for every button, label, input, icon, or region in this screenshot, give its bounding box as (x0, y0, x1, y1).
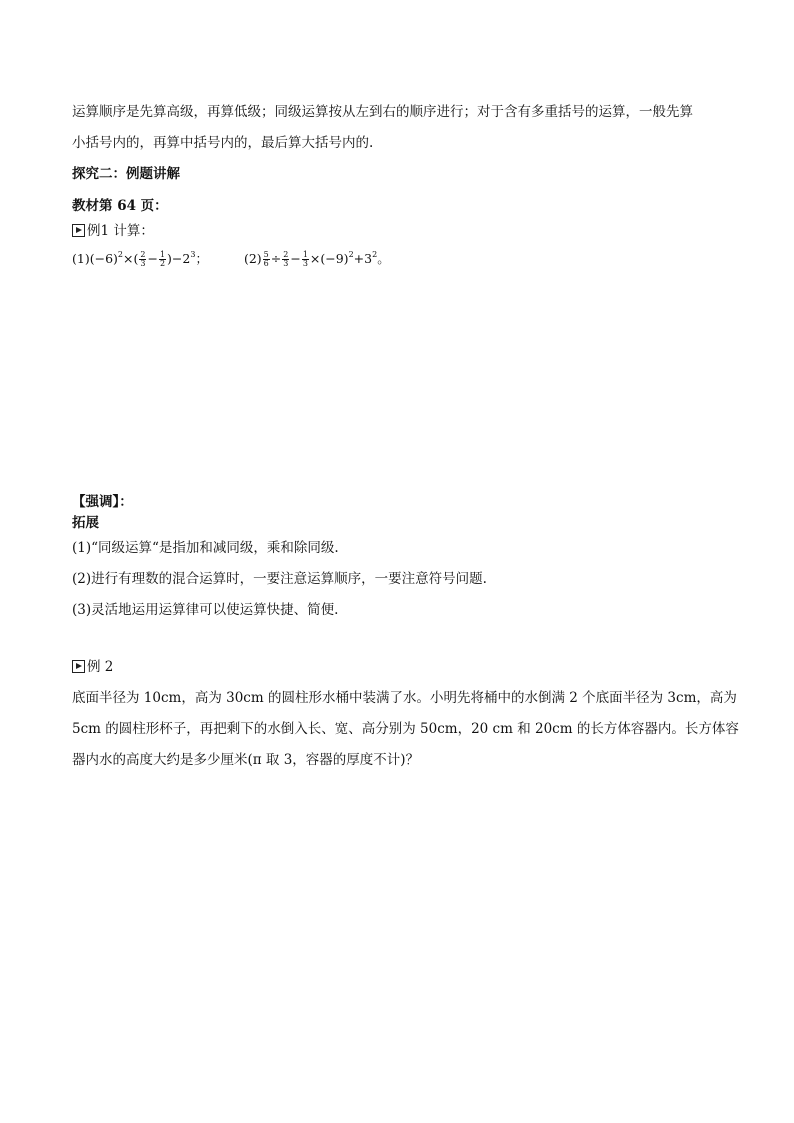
problem-1-fraction-1: $\frac{2}{3}$ (140, 250, 146, 268)
problem-2-end: 。 (377, 251, 390, 266)
emphasis-subheading: 拓展 (72, 515, 99, 531)
problem-2-times: ×(−9) (309, 251, 349, 266)
problem-2-plus: +3 (353, 251, 373, 266)
problem-2-minus: − (290, 251, 301, 266)
example-1-label (72, 222, 154, 240)
problem-1-exponent-1: 2 (117, 250, 123, 259)
problem-2-fraction-2: $\frac{2}{3}$ (283, 250, 289, 268)
emphasis-item-2: (2)进行有理数的混合运算时，一要注意运算顺序，一要注意符号问题. (72, 571, 487, 587)
problem-2-index: (2) (243, 251, 262, 266)
problem-1-minus-two: −2 (171, 251, 191, 266)
problem-2-fraction-1: $\frac{5}{6}$ (263, 250, 269, 268)
example-2-title: 例 2 (87, 659, 114, 675)
example-2-label (72, 658, 113, 676)
emphasis-item-1: (1)“同级运算“是指加和减同级，乘和除同级. (72, 540, 339, 556)
problem-1-index: (1) (72, 251, 90, 266)
intro-line-2: 小括号内的，再算中括号内的，最后算大括号内的. (72, 135, 374, 151)
play-icon (72, 224, 85, 237)
problem-2-fraction-3: $\frac{1}{3}$ (302, 250, 308, 268)
intro-line-1: 运算顺序是先算高级，再算低级；同级运算按从左到右的顺序进行；对于含有多重括号的运算，一般先算 (72, 104, 693, 120)
play-icon (72, 660, 85, 673)
problem-2-exponent-2: 2 (372, 250, 378, 259)
problem-1 (72, 251, 212, 266)
problem-1-times: ×( (123, 251, 139, 266)
problem-2 (244, 251, 390, 266)
problem-2-exponent-1: 2 (348, 250, 354, 259)
example-1-title: 例1 计算： (87, 223, 154, 239)
example-2-line-1: 底面半径为 10cm，高为 30cm 的圆柱形水桶中装满了水。小明先将桶中的水倒满 2 个底面半径为 3cm，高为 (72, 690, 737, 706)
textbook-reference: 教材第 64 页： (72, 198, 168, 214)
example-2-line-3: 器内水的高度大约是多少厘米(π 取 3，容器的厚度不计)？ (72, 752, 420, 768)
problem-1-minus: − (147, 251, 158, 266)
problem-2-divide: ÷ (270, 251, 282, 266)
problem-1-base: (−6) (89, 251, 118, 266)
emphasis-heading: 【强调】： (72, 494, 133, 510)
problem-1-close-paren: ) (167, 251, 172, 266)
problem-1-fraction-2: $\frac{1}{2}$ (159, 250, 166, 268)
problem-1-exponent-2: 3 (190, 250, 196, 259)
example-2-line-2: 5cm 的圆柱形杯子，再把剩下的水倒入长、宽、高分别为 50cm，20 cm 和 20cm 的长方体容器内。长方体容 (72, 721, 739, 737)
problem-1-end: ； (195, 251, 208, 266)
section-heading: 探究二：例题讲解 (72, 166, 180, 182)
example-1-problems (72, 250, 390, 268)
emphasis-item-3: (3)灵活地运用运算律可以使运算快捷、简便. (72, 602, 339, 618)
